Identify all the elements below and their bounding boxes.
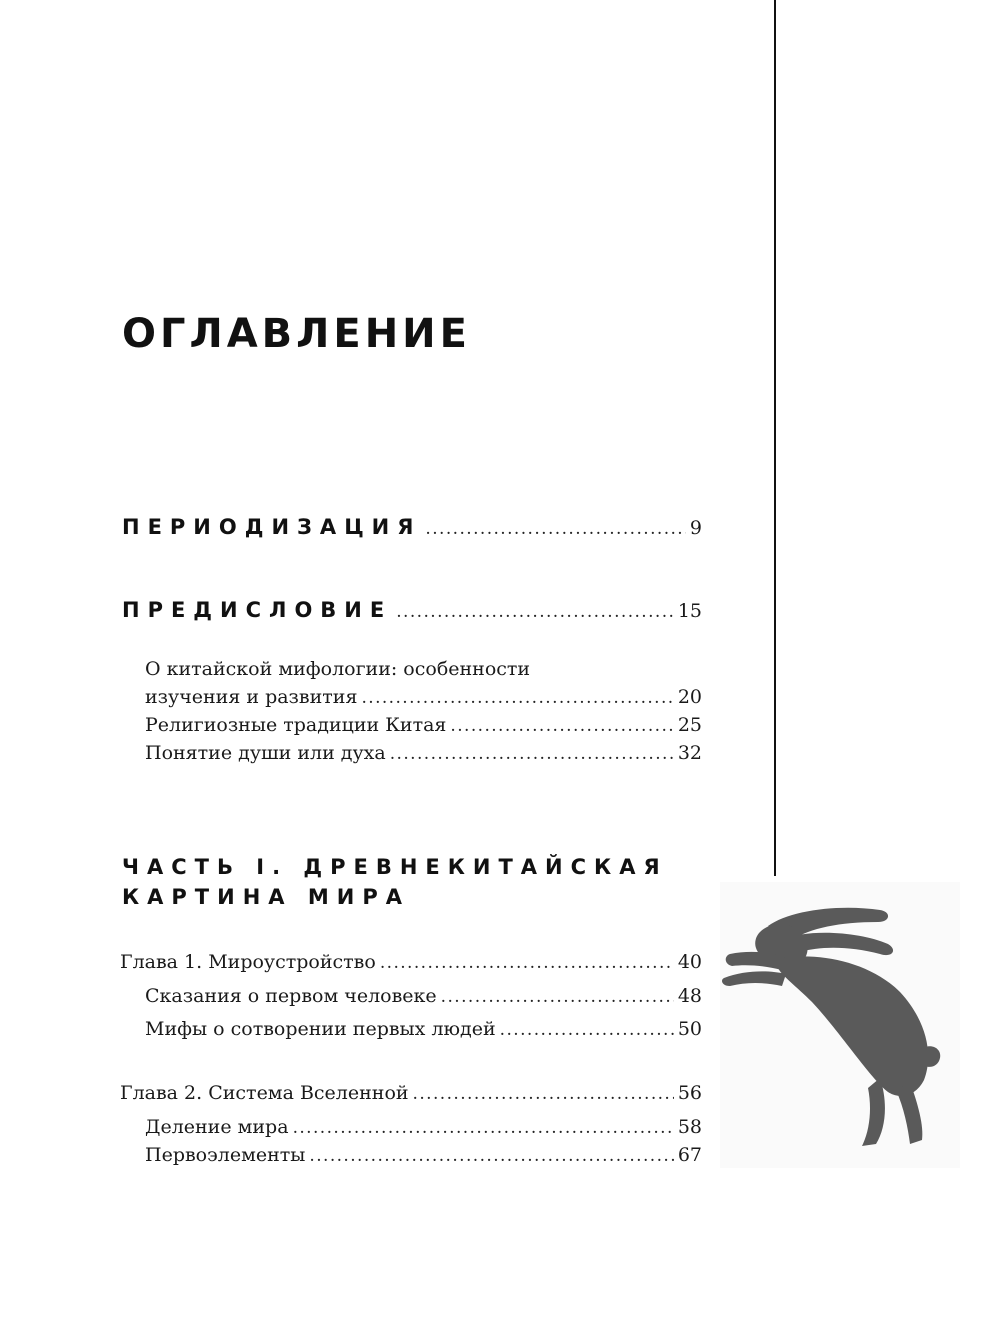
toc-section-preface[interactable]	[122, 598, 702, 622]
dot-leader	[500, 1016, 674, 1044]
toc-item-religious-traditions[interactable]	[145, 711, 702, 740]
dot-leader	[390, 740, 674, 768]
dot-leader	[380, 949, 674, 977]
dot-leader	[396, 602, 674, 622]
toc-item-soul-concept[interactable]	[145, 739, 702, 768]
toc-section-periodization[interactable]	[122, 515, 702, 539]
toc-chapter-2[interactable]	[120, 1079, 702, 1108]
page-number: 25	[677, 714, 702, 736]
item-label: Мифы о сотворении первых людей	[145, 1018, 496, 1040]
page-number: 32	[677, 742, 702, 764]
page-number: 58	[677, 1116, 702, 1138]
toc-item-mythology[interactable]	[145, 683, 702, 712]
item-label: Сказания о первом человеке	[145, 985, 437, 1007]
page-number: 50	[677, 1018, 702, 1040]
dot-leader	[425, 519, 685, 539]
hare-icon	[720, 882, 960, 1168]
dot-leader	[309, 1142, 673, 1170]
toc-item-mythology-line1[interactable]: О китайской мифологии: особенности	[145, 658, 531, 680]
item-label: Понятие души или духа	[145, 742, 386, 764]
dot-leader	[413, 1080, 674, 1108]
page-number: 48	[677, 985, 702, 1007]
section-label: ПЕРИОДИЗАЦИЯ	[122, 515, 422, 539]
item-label: Деление мира	[145, 1116, 289, 1138]
dot-leader	[361, 684, 673, 712]
dot-leader	[441, 983, 674, 1011]
toc-item-primary-elements[interactable]	[145, 1141, 702, 1170]
toc-item-world-division[interactable]	[145, 1113, 702, 1142]
page-number: 20	[677, 686, 702, 708]
part-heading-line1: ЧАСТЬ I. ДРЕВНЕКИТАЙСКАЯ	[122, 855, 668, 879]
item-label: Первоэлементы	[145, 1144, 306, 1166]
toc-part-1[interactable]	[122, 852, 668, 912]
dot-leader	[450, 712, 673, 740]
page-number: 56	[677, 1082, 702, 1104]
toc-chapter-1[interactable]	[120, 948, 702, 977]
page-number: 40	[677, 951, 702, 973]
illustration-panel	[720, 882, 960, 1168]
item-label: Религиозные традиции Китая	[145, 714, 447, 736]
section-label: ПРЕДИСЛОВИЕ	[122, 598, 393, 622]
divider-line-top	[774, 0, 776, 876]
dot-leader	[293, 1114, 674, 1142]
item-label: изучения и развития	[145, 686, 358, 708]
page-number: 67	[677, 1144, 702, 1166]
page-title: ОГЛАВЛЕНИЕ	[122, 311, 471, 357]
chapter-label: Глава 1. Мироустройство	[120, 951, 376, 973]
toc-item-creation-myths[interactable]	[145, 1015, 702, 1044]
page-number: 9	[689, 517, 702, 539]
toc-item-first-human[interactable]	[145, 982, 702, 1011]
chapter-label: Глава 2. Система Вселенной	[120, 1082, 409, 1104]
part-heading-line2: КАРТИНА МИРА	[122, 885, 410, 909]
page-number: 15	[677, 600, 702, 622]
